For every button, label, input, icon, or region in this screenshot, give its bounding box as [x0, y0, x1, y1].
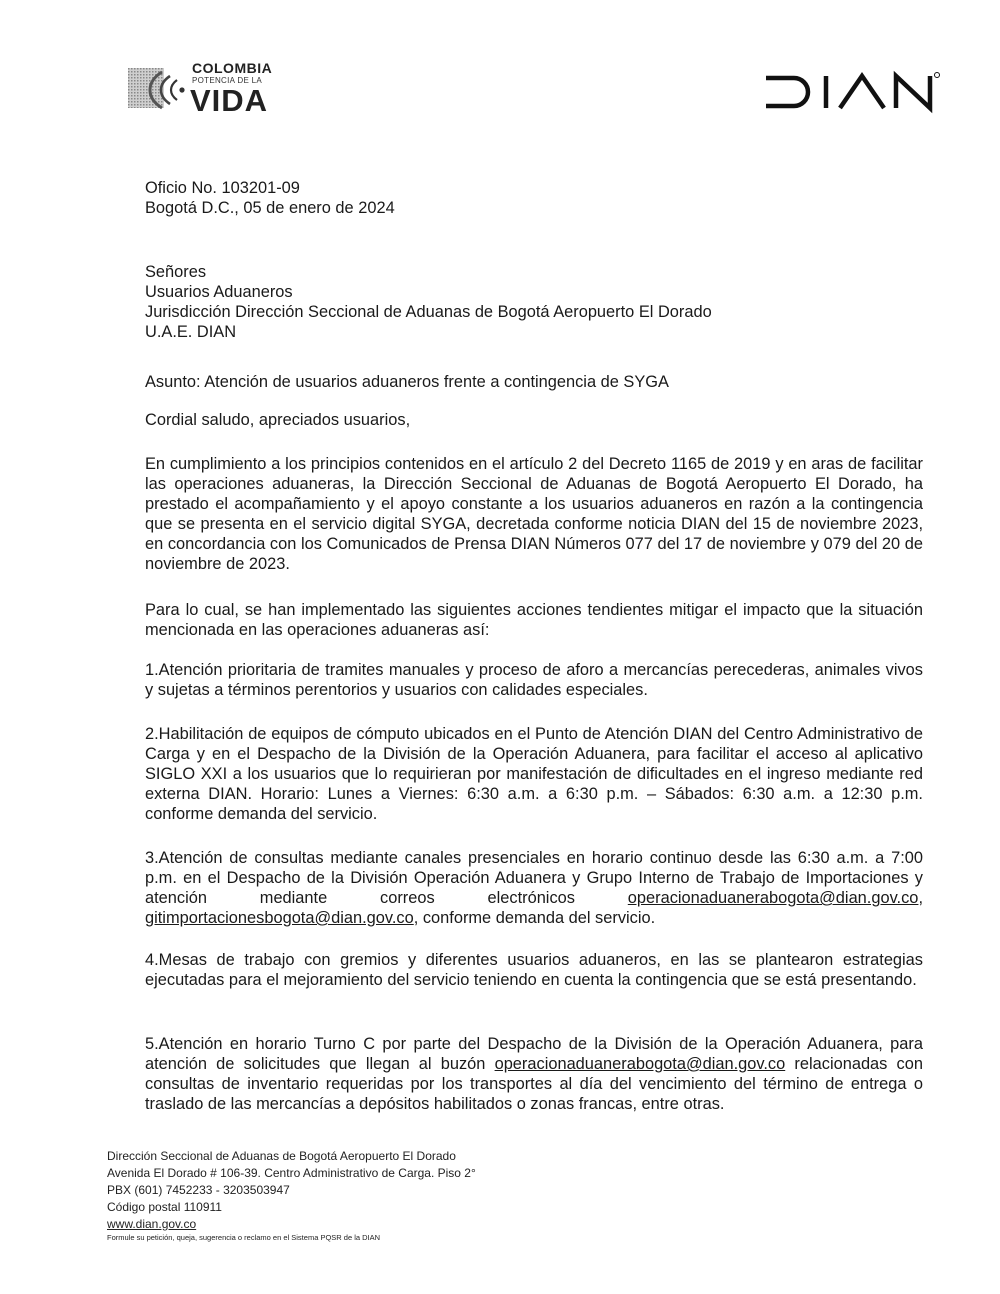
footer-phone: PBX (601) 7452233 - 3203503947	[107, 1183, 290, 1197]
intro-paragraph: En cumplimiento a los principios contenidos en el artículo 2 del Decreto 1165 de 2019 y en aras de facilitar las operaciones aduaneras, la Dirección Seccional de Aduanas de Bogotá Aeropuerto El Dorado, ha prestado el acompañamiento y el apoyo constante a los usuarios aduaneros en razón a la contingencia que se presenta en el servicio digital SYGA, decretada conforme noticia DIAN del 15 de noviembre 2023, en concordancia con los Comunicados de Prensa DIAN Números 077 del 17 de noviembre y 079 del 20 de noviembre de 2023.	[145, 455, 923, 573]
logo-slogan-text: POTENCIA DE LA	[192, 76, 262, 85]
addressee-line: U.A.E. DIAN	[145, 323, 237, 341]
action-3-separator: ,	[918, 889, 923, 907]
addressee-line: Jurisdicción Dirección Seccional de Aduanas de Bogotá Aeropuerto El Dorado	[145, 303, 712, 321]
dian-logo	[764, 70, 940, 114]
logo-vida-text: VIDA	[190, 83, 269, 118]
email-link-gitimportaciones[interactable]: gitimportacionesbogota@dian.gov.co	[145, 909, 414, 927]
email-link-operacion[interactable]: operacionaduanerabogota@dian.gov.co	[627, 889, 919, 907]
letter-footer	[107, 1148, 587, 1243]
action-3-text-end: , conforme demanda del servicio.	[413, 909, 656, 927]
actions-intro-paragraph: Para lo cual, se han implementado las siguientes acciones tendientes mitigar el impacto que la situación mencionada en las operaciones aduaneras así:	[145, 601, 923, 639]
action-3-text: 3.Atención de consultas mediante canales presenciales en horario continuo desde las 6:30 a.m. a 7:00 p.m. en el Despacho de la División Operación Aduanera y Grupo Interno de Trabajo de Importaciones y atención mediante correos electrónicos	[145, 849, 923, 907]
action-item-5	[145, 1034, 923, 1114]
action-5-text-end: relacionadas con consultas de inventario requeridas por los transportes al día del vencimiento del término de entrega o traslado de las mercancías a depósitos habilitados o zonas francas, entre otras.	[145, 1055, 923, 1113]
footer-pqsr-note: Formule su petición, queja, sugerencia o reclamo en el Sistema PQSR de la DIAN	[107, 1233, 381, 1242]
addressee-line: Señores	[145, 263, 207, 281]
footer-website-link[interactable]: www.dian.gov.co	[107, 1217, 197, 1231]
place-date: Bogotá D.C., 05 de enero de 2024	[145, 199, 395, 217]
footer-postal: Código postal 110911	[107, 1200, 222, 1214]
email-link-buzon[interactable]: operacionaduanerabogota@dian.gov.co	[494, 1055, 786, 1073]
action-5-text: 5.Atención en horario Turno C por parte del Despacho de la División de la Operación Aduanera, para atención de solicitudes que llegan al buzón	[145, 1035, 923, 1073]
colombia-potencia-de-la-vida-logo	[128, 58, 278, 120]
addressee-line: Usuarios Aduaneros	[145, 283, 293, 301]
oficio-number: Oficio No. 103201-09	[145, 179, 300, 197]
greeting-line	[145, 410, 923, 430]
action-item-2: 2.Habilitación de equipos de cómputo ubicados en el Punto de Atención DIAN del Centro Administrativo de Carga y en el Despacho de la División de la Operación Aduanera, para facilitar el acceso al aplicativo SIGLO XXI a los usuarios que lo requirieran por manifestación de dificultades en el ingreso mediante red externa DIAN. Horario: Lunes a Viernes: 6:30 a.m. a 6:30 p.m. – Sábados: 6:30 a.m. a 12:30 p.m. conforme demanda del servicio.	[145, 725, 923, 823]
subject-text: Asunto: Atención de usuarios aduaneros frente a contingencia de SYGA	[145, 373, 669, 391]
logo-country-text: COLOMBIA	[192, 60, 273, 76]
addressee-block	[145, 262, 923, 342]
action-item-4: 4.Mesas de trabajo con gremios y diferentes usuarios aduaneros, en las se plantearon estrategias ejecutadas para el mejoramiento del servicio teniendo en cuenta la contingencia que se está presentando.	[145, 951, 923, 989]
subject-line	[145, 372, 923, 392]
greeting-text: Cordial saludo, apreciados usuarios,	[145, 411, 411, 429]
footer-address: Avenida El Dorado # 106-39. Centro Administrativo de Carga. Piso 2°	[107, 1166, 476, 1180]
letter-reference	[145, 178, 923, 218]
footer-office: Dirección Seccional de Aduanas de Bogotá Aeropuerto El Dorado	[107, 1149, 456, 1163]
action-item-3	[145, 848, 923, 928]
colombia-wave-icon	[128, 62, 186, 114]
action-item-1: 1.Atención prioritaria de tramites manuales y proceso de aforo a mercancías perecederas, animales vivos y sujetas a términos perentorios y usuarios con calidades especiales.	[145, 661, 923, 699]
